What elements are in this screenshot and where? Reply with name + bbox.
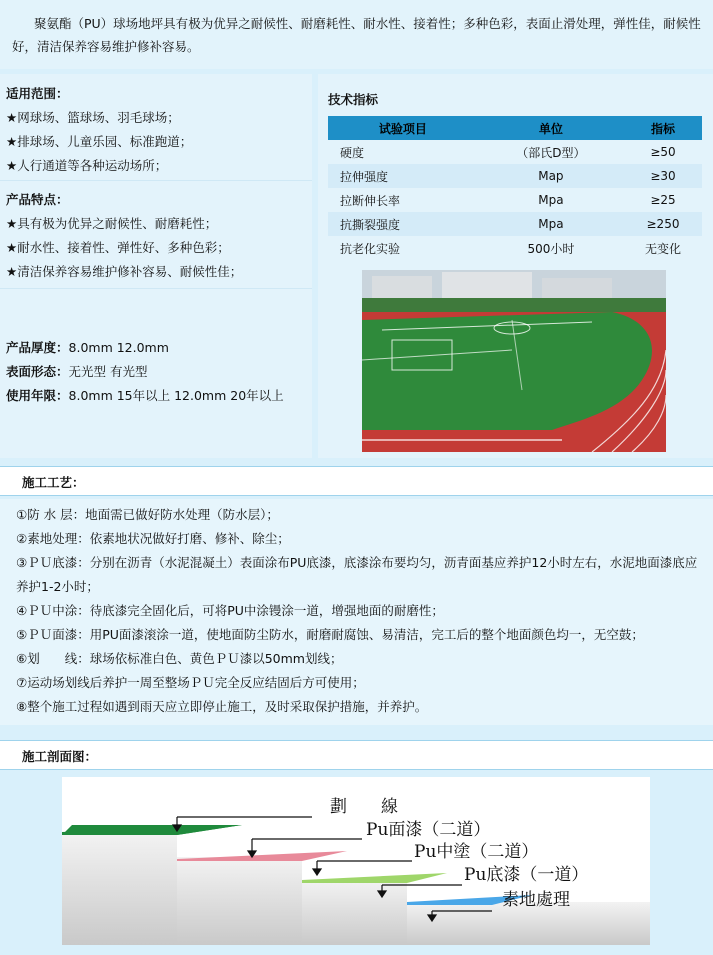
table-cell: Mpa [478, 188, 624, 212]
life-label: 使用年限： [6, 388, 69, 403]
process-header [0, 466, 713, 496]
table-cell: ≥30 [624, 164, 702, 188]
cross-section-diagram [62, 777, 650, 945]
label-substrate: 素地處理 [502, 890, 570, 910]
process-step: ④ＰＵ中涂：待底漆完全固化后，可将PU中涂镘涂一道，增强地面的耐磨性； [16, 603, 444, 618]
process-step: ⑧整个施工过程如遇到雨天应立即停止施工，及时采取保护措施，并养护。 [16, 699, 428, 714]
process-step: ⑦运动场划线后养护一周至整场ＰＵ完全反应结固后方可使用； [16, 675, 365, 690]
table-cell: ≥250 [624, 212, 702, 236]
tech-table [328, 116, 702, 260]
process-steps [0, 499, 713, 725]
label-top-coat: Pu面漆（二道） [366, 820, 491, 840]
process-step: ⑥划 线：球场依标准白色、黄色ＰＵ漆以50mm划线； [16, 651, 343, 666]
surface-row [6, 360, 284, 384]
feature-item: ★清洁保养容易维护修补容易、耐候性佳； [6, 264, 243, 279]
table-cell: 抗老化实验 [328, 236, 478, 260]
section-title: 施工剖面图： [22, 749, 98, 764]
header-cell: 试验项目 [328, 116, 478, 140]
header-cell: 单位 [478, 116, 624, 140]
table-cell: Map [478, 164, 624, 188]
process-step: ①防 水 层：地面需已做好防水处理（防水层）； [16, 507, 279, 522]
tech-title: 技术指标 [328, 92, 379, 107]
thickness-label: 产品厚度： [6, 340, 69, 355]
process-step: ⑤ＰＵ面漆：用PU面漆滚涂一道，使地面防尘防水，耐磨耐腐蚀、易清洁，完工后的整个地面颜色均一，无空鼓； [16, 627, 644, 642]
process-step: ③ＰＵ底漆：分别在沥青（水泥混凝土）表面涂布PU底漆，底漆涂布要均匀，沥青面基应养护12小时左右，水泥地面漆底应养护1-2小时； [16, 555, 698, 594]
process-step: ②素地处理：依素地状况做好打磨、修补、除尘； [16, 531, 290, 546]
section-header [0, 740, 713, 770]
table-cell: 无变化 [624, 236, 702, 260]
scope-title: 适用范围： [6, 86, 69, 101]
spec-list [0, 336, 284, 408]
table-cell: 拉断伸长率 [328, 188, 478, 212]
table-cell: ≥25 [624, 188, 702, 212]
table-cell: Mpa [478, 212, 624, 236]
cross-section-svg [62, 777, 650, 945]
pu-mid-layer [302, 873, 447, 883]
process-title: 施工工艺： [22, 475, 85, 490]
table-cell: （部氏D型） [478, 140, 624, 164]
feature-item: ★耐水性、接着性、弹性好、多种色彩； [6, 240, 230, 255]
table-cell: 拉伸强度 [328, 164, 478, 188]
table-cell: ≥50 [624, 140, 702, 164]
table-row [328, 164, 702, 188]
life-row [6, 384, 284, 408]
intro-text: 聚氨酯（PU）球场地坪具有极为优异之耐候性、耐磨耗性、耐水性、接着性；多种色彩，表面止滑处理，弹性佳，耐候性好，清洁保养容易维护修补容易。 [12, 16, 701, 54]
thickness-value: 8.0mm 12.0mm [68, 340, 169, 355]
tech-table-header [328, 116, 702, 140]
table-row [328, 188, 702, 212]
table-row [328, 212, 702, 236]
header-cell: 指标 [624, 116, 702, 140]
stadium-illustration [362, 270, 666, 452]
feature-item: ★具有极为优异之耐候性、耐磨耗性； [6, 216, 218, 231]
surface-value: 无光型 有光型 [68, 364, 148, 379]
table-cell: 硬度 [328, 140, 478, 164]
features-title: 产品特点： [6, 192, 69, 207]
scope-item: ★排球场、儿童乐园、标准跑道； [6, 134, 193, 149]
table-cell: 500小时 [478, 236, 624, 260]
label-mid-coat: Pu中塗（二道） [414, 842, 539, 862]
thickness-row [6, 336, 284, 360]
stadium-photo [362, 270, 666, 452]
table-row [328, 140, 702, 164]
intro-panel [0, 0, 713, 69]
tech-panel [318, 74, 713, 458]
label-base-coat: Pu底漆（一道） [464, 865, 589, 885]
scope-section [0, 80, 312, 181]
table-cell: 抗撕裂强度 [328, 212, 478, 236]
table-row [328, 236, 702, 260]
scope-item: ★网球场、篮球场、羽毛球场； [6, 110, 180, 125]
life-value: 8.0mm 15年以上 12.0mm 20年以上 [68, 388, 284, 403]
label-line: 劃 線 [330, 797, 398, 817]
product-info-panel [0, 74, 312, 458]
surface-label: 表面形态： [6, 364, 69, 379]
scope-item: ★人行通道等各种运动场所； [6, 158, 168, 173]
features-section [0, 184, 312, 289]
pu-top-layer [177, 851, 347, 861]
